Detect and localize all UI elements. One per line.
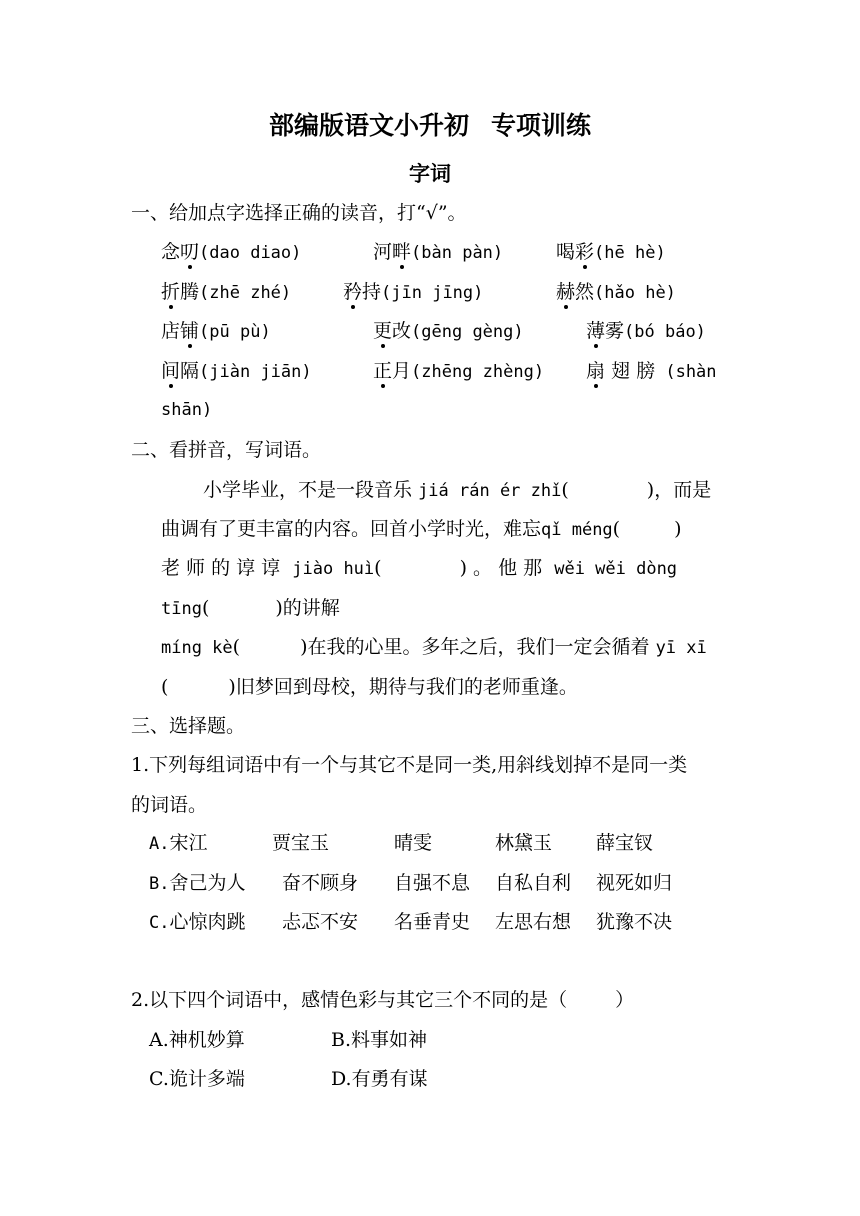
word-option[interactable]: 晴雯 <box>394 832 433 854</box>
pronunciation-item: 正月(zhēng zhèng) <box>373 360 545 382</box>
word-option[interactable]: 贾宝玉 <box>272 832 330 854</box>
page-subtitle: 字词 <box>409 162 451 186</box>
q2-option-a[interactable]: A.神机妙算 <box>149 1029 245 1051</box>
passage-line: tīng( )的讲解 <box>161 597 340 619</box>
word-option[interactable]: 薛宝钗 <box>596 832 654 854</box>
pinyin-wrap: shān) <box>161 400 213 420</box>
passage-line: 老 师 的 谆 谆 jiào huì( ) 。 他 那 wěi wěi dòng <box>161 557 678 579</box>
word-option[interactable]: 犹豫不决 <box>596 911 673 933</box>
pronunciation-item: 喝彩(hē hè) <box>556 241 666 263</box>
word-option[interactable]: 忐忑不安 <box>282 911 359 933</box>
title-part1: 部编版语文小升初 <box>268 111 469 140</box>
question2-text: 2.以下四个词语中，感情色彩与其它三个不同的是（ ） <box>131 989 635 1011</box>
passage-line: ( )旧梦回到母校，期待与我们的老师重逢。 <box>161 676 578 698</box>
word-option[interactable]: 自私自利 <box>495 872 572 894</box>
pronunciation-item: 河畔(bàn pàn) <box>373 241 504 263</box>
group-label: B.舍己为人 <box>149 872 246 894</box>
group-label: A.宋江 <box>149 832 208 854</box>
pronunciation-item: 赫然(hǎo hè) <box>556 281 676 303</box>
word-option[interactable]: 名垂青史 <box>394 911 471 933</box>
pronunciation-item: 薄雾(bó báo) <box>586 320 706 342</box>
section3-heading: 三、选择题。 <box>131 715 246 737</box>
word-option[interactable]: 奋不顾身 <box>282 872 359 894</box>
word-option[interactable]: 左思右想 <box>495 911 572 933</box>
question1-text-cont: 的词语。 <box>131 794 208 816</box>
section2-heading: 二、看拼音，写词语。 <box>131 439 322 461</box>
group-label: C.心惊肉跳 <box>149 911 246 933</box>
page-title <box>0 106 860 142</box>
q2-option-d[interactable]: D.有勇有谋 <box>331 1068 428 1090</box>
q2-option-c[interactable]: C.诡计多端 <box>149 1068 245 1090</box>
section1-heading: 一、给加点字选择正确的读音，打“√”。 <box>131 202 467 224</box>
pronunciation-item: 折腾(zhē zhé) <box>161 281 292 303</box>
question1-text: 1.下列每组词语中有一个与其它不是同一类,用斜线划掉不是同一类 <box>131 754 688 776</box>
word-option[interactable]: 视死如归 <box>596 872 673 894</box>
passage-line: 曲调有了更丰富的内容。回首小学时光，难忘qǐ méng( ) <box>161 518 682 540</box>
pronunciation-item: 念叨(dao diao) <box>161 241 302 263</box>
pronunciation-item: 间隔(jiàn jiān) <box>161 360 312 382</box>
q2-option-b[interactable]: B.料事如神 <box>331 1029 428 1051</box>
pronunciation-item: 店铺(pū pù) <box>161 320 271 342</box>
passage-line: míng kè( )在我的心里。多年之后，我们一定会循着 yī xī <box>161 636 707 658</box>
pronunciation-item: 更改(gēng gèng) <box>373 320 524 342</box>
passage-line: 小学毕业，不是一段音乐 jiá rán ér zhǐ( )，而是 <box>203 479 712 501</box>
pronunciation-item: 矜持(jīn jīng) <box>343 281 484 303</box>
title-part2: 专项训练 <box>491 111 592 140</box>
word-option[interactable]: 林黛玉 <box>495 832 553 854</box>
pronunciation-item: 扇 翅 膀 (shàn <box>586 360 717 382</box>
word-option[interactable]: 自强不息 <box>394 872 471 894</box>
